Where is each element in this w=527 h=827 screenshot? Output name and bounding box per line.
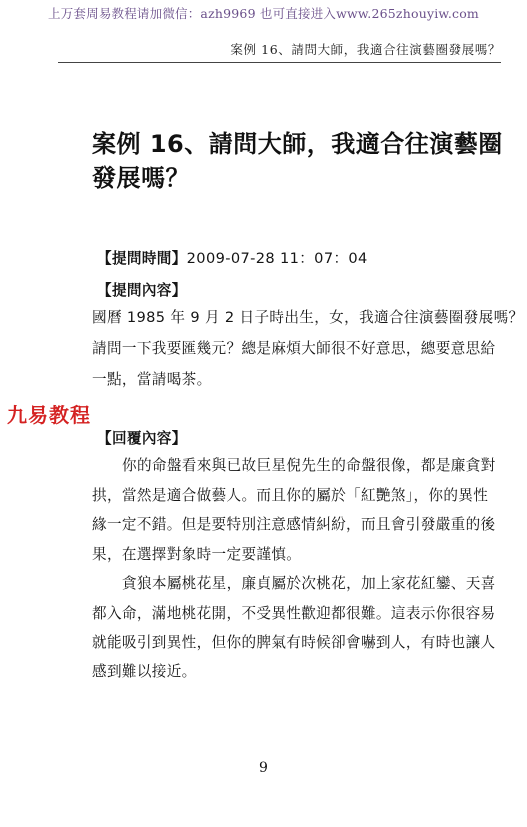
watermark-logo-text: 九易教程 [7, 403, 91, 427]
reply-label: 【回覆內容】 [97, 430, 187, 447]
reply-line: 都入命，滿地桃花開，不受異性歡迎都很難。這表示你很容易 [92, 605, 496, 622]
reply-line: 你的命盤看來與已故巨星倪先生的命盤很像，都是廉貪對 [122, 457, 496, 474]
header-rule [58, 62, 501, 63]
question-time-label: 【提問時間】 [97, 250, 187, 267]
question-time-value: 2009-07-28 11：07：04 [186, 250, 368, 267]
question-line: 國曆 1985 年 9 月 2 日子時出生，女，我適合往演藝圈發展嗎？ [92, 309, 524, 326]
reply-line: 拱，當然是適合做藝人。而且你的屬於「紅艷煞」，你的異性 [92, 487, 489, 504]
running-head: 案例 16、請問大師，我適合往演藝圈發展嗎？ [230, 42, 501, 57]
reply-line: 果，在選擇對象時一定要謹慎。 [92, 546, 302, 563]
question-time-row [97, 249, 368, 269]
question-line: 一點，當請喝茶。 [92, 371, 212, 388]
page-title-line-2: 發展嗎？ [92, 164, 190, 192]
banner-watermark-text: 上万套周易教程请加微信：azh9969 也可直接进入www.265zhouyiw.com [48, 6, 479, 21]
reply-line: 就能吸引到異性，但你的脾氣有時候卻會嚇到人，有時也讓人 [92, 634, 496, 651]
reply-line: 感到難以接近。 [92, 663, 197, 680]
question-content-label: 【提問內容】 [97, 282, 187, 299]
page-title-line-1: 案例 16、請問大師，我適合往演藝圈 [92, 130, 503, 158]
reply-line: 緣一定不錯。但是要特別注意感情糾紛，而且會引發嚴重的後 [92, 516, 496, 533]
question-line: 請問一下我要匯幾元？總是麻煩大師很不好意思，總要意思給 [92, 340, 496, 357]
reply-line: 貪狼本屬桃花星，廉貞屬於次桃花，加上家花紅鑾、天喜 [122, 575, 496, 592]
page-number: 9 [259, 760, 268, 776]
